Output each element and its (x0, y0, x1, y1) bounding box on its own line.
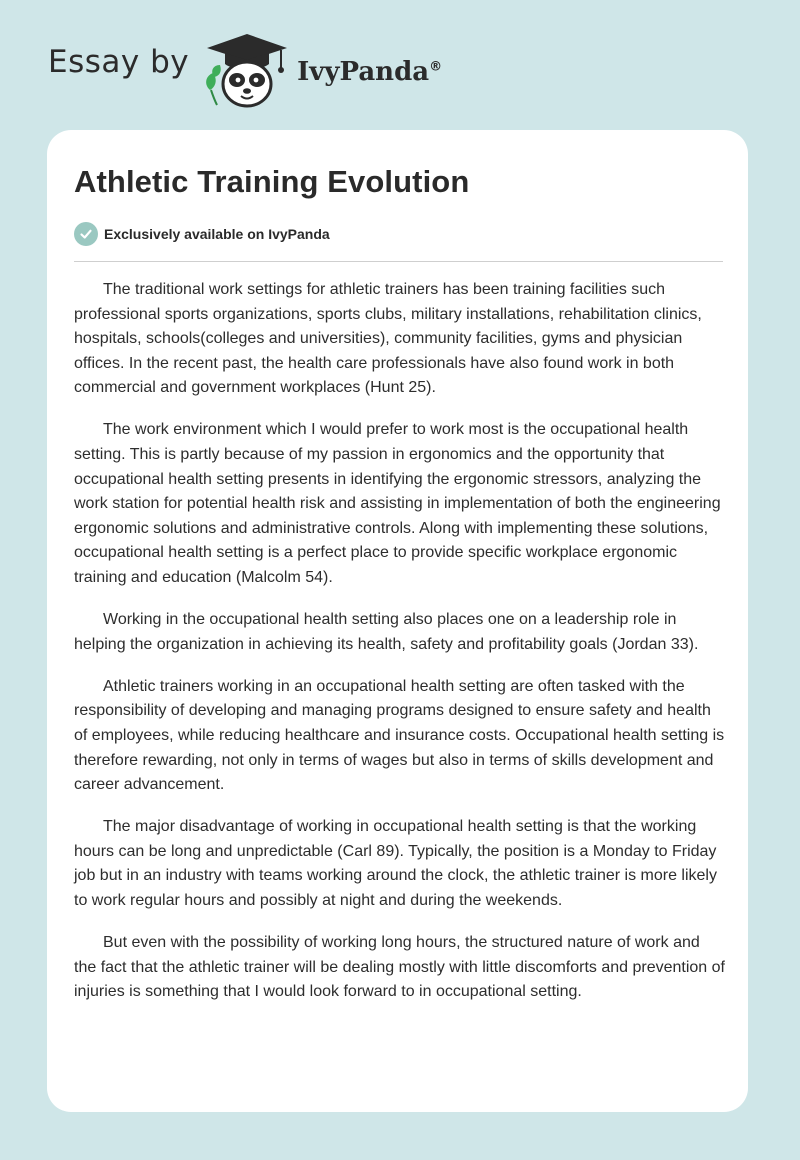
essay-paragraph: Working in the occupational health setting also places one on a leadership role in helping the organization in achieving its health, safety and profitability goals (Jordan 33). (74, 611, 699, 653)
brand-prefix: Essay by (48, 44, 190, 80)
panda-graduate-icon (201, 30, 293, 110)
essay-paragraph: But even with the possibility of working long hours, the structured nature of work and the fact that the athletic trainer will be dealing mostly with little discomforts and prevention of injuries is something that I would look forward to in occupational setting. (74, 934, 725, 1001)
exclusive-label: Exclusively available on IvyPanda (104, 226, 330, 242)
exclusive-badge (74, 222, 330, 246)
brand-header (48, 30, 442, 110)
essay-paragraph: The traditional work settings for athletic trainers has been training facilities such professional sports organizations, sports clubs, military installations, rehabilitation clinics, hospitals, schools(colleges and universities), community facilities, gyms and physician offices. In the recent past, the health care professionals have also found work in both commercial and government workplaces (Hunt 25). (74, 281, 702, 397)
essay-card (47, 130, 748, 1112)
brand-name (297, 57, 442, 87)
essay-paragraph: The major disadvantage of working in occupational health setting is that the working hours can be long and unpredictable (Carl 89). Typically, the position is a Monday to Friday job but in an industry with teams working around the clock, the athletic trainer is more likely to work regular hours and possibly at night and during the weekends. (74, 818, 717, 910)
essay-paragraph: The work environment which I would prefer to work most is the occupational health setting. This is partly because of my passion in ergonomics and the opportunity that occupational health setting presents in identifying the ergonomic stressors, analyzing the work station for potential health risk and assisting in implementation of both the engineering ergonomic solutions and administrative controls. Along with implementing these solutions, occupational health setting is a perfect place to provide specific workplace ergonomic training and education (Malcolm 54). (74, 421, 721, 587)
brand-name-text: IvyPanda (297, 57, 430, 87)
divider (74, 261, 723, 262)
check-icon (74, 222, 98, 246)
registered-mark: ® (429, 59, 443, 75)
essay-title: Athletic Training Evolution (74, 164, 470, 199)
essay-body (74, 278, 726, 1022)
essay-paragraph: Athletic trainers working in an occupational health setting are often tasked with the responsibility of developing and managing programs designed to ensure safety and health of employees, while reducing healthcare and insurance costs. Occupational health setting is therefore rewarding, not only in terms of wages but also in terms of skills development and career advancement. (74, 677, 725, 794)
